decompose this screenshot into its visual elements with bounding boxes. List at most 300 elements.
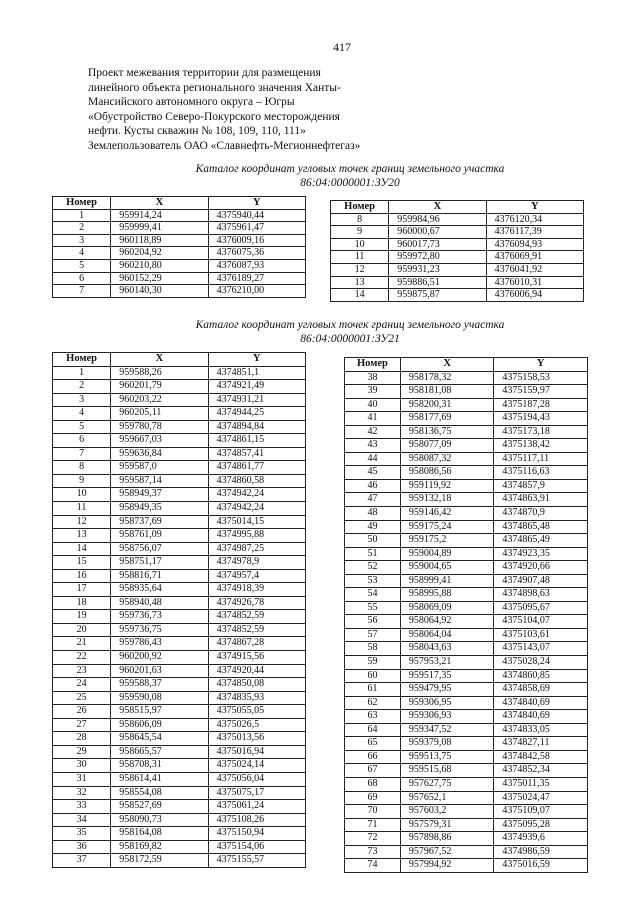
column-header: Номер — [53, 197, 111, 210]
y-coordinate-cell: 4374942,24 — [208, 502, 305, 516]
table-row — [53, 488, 306, 502]
x-coordinate-cell: 959588,26 — [111, 366, 208, 380]
point-number-cell: 53 — [345, 574, 401, 588]
x-coordinate-cell: 959513,75 — [400, 750, 494, 764]
y-coordinate-cell: 4375159,97 — [494, 385, 588, 399]
point-number-cell: 36 — [53, 840, 111, 854]
y-coordinate-cell: 4375150,94 — [208, 827, 305, 841]
point-number-cell: 7 — [53, 285, 111, 298]
table-row — [53, 596, 306, 610]
table-header-row — [331, 201, 584, 214]
y-coordinate-cell: 4374944,25 — [208, 407, 305, 421]
point-number-cell: 13 — [53, 529, 111, 543]
y-coordinate-cell: 4375117,11 — [494, 452, 588, 466]
y-coordinate-cell: 4374957,4 — [208, 569, 305, 583]
point-number-cell: 31 — [53, 772, 111, 786]
point-number-cell: 21 — [53, 637, 111, 651]
table-row — [53, 502, 306, 516]
table-row — [345, 750, 588, 764]
point-number-cell: 3 — [53, 393, 111, 407]
x-coordinate-cell: 960204,92 — [111, 247, 208, 260]
table-row — [345, 412, 588, 426]
x-coordinate-cell: 958949,35 — [111, 502, 208, 516]
point-number-cell: 68 — [345, 777, 401, 791]
x-coordinate-cell: 960140,30 — [111, 285, 208, 298]
y-coordinate-cell: 4376006,94 — [486, 289, 583, 302]
table-row — [53, 529, 306, 543]
point-number-cell: 8 — [331, 213, 389, 226]
x-coordinate-cell: 959590,08 — [111, 691, 208, 705]
point-number-cell: 14 — [53, 542, 111, 556]
x-coordinate-cell: 959175,2 — [400, 534, 494, 548]
table-row — [345, 683, 588, 697]
point-number-cell: 28 — [53, 732, 111, 746]
x-coordinate-cell: 957627,75 — [400, 777, 494, 791]
point-number-cell: 3 — [53, 234, 111, 247]
point-number-cell: 14 — [331, 289, 389, 302]
table-row — [53, 664, 306, 678]
x-coordinate-cell: 958995,88 — [400, 588, 494, 602]
table-row — [345, 601, 588, 615]
x-coordinate-cell: 957994,92 — [400, 859, 494, 873]
y-coordinate-cell: 4375173,18 — [494, 425, 588, 439]
x-coordinate-cell: 959588,37 — [111, 678, 208, 692]
y-coordinate-cell: 4375016,59 — [494, 859, 588, 873]
y-coordinate-cell: 4374852,34 — [494, 764, 588, 778]
y-coordinate-cell: 4376041,92 — [486, 263, 583, 276]
x-coordinate-cell: 959786,43 — [111, 637, 208, 651]
point-number-cell: 9 — [53, 474, 111, 488]
point-number-cell: 9 — [331, 226, 389, 239]
column-header: Номер — [331, 201, 389, 214]
table-row — [345, 723, 588, 737]
column-header: Y — [208, 353, 305, 367]
table-row — [331, 263, 584, 276]
point-number-cell: 70 — [345, 805, 401, 819]
column-header: X — [400, 358, 494, 372]
y-coordinate-cell: 4374840,69 — [494, 696, 588, 710]
point-number-cell: 61 — [345, 683, 401, 697]
point-number-cell: 67 — [345, 764, 401, 778]
y-coordinate-cell: 4376117,39 — [486, 226, 583, 239]
y-coordinate-cell: 4374995,88 — [208, 529, 305, 543]
y-coordinate-cell: 4374858,69 — [494, 683, 588, 697]
table-header-row — [53, 353, 306, 367]
table-row — [53, 420, 306, 434]
catalog1-caption — [180, 162, 520, 190]
point-number-cell: 62 — [345, 696, 401, 710]
x-coordinate-cell: 958181,08 — [400, 385, 494, 399]
y-coordinate-cell: 4374835,93 — [208, 691, 305, 705]
table-row — [345, 696, 588, 710]
table-row — [53, 259, 306, 272]
point-number-cell: 41 — [345, 412, 401, 426]
y-coordinate-cell: 4375103,61 — [494, 628, 588, 642]
table-row — [53, 827, 306, 841]
catalog1-left-table — [52, 196, 306, 298]
table-row — [345, 371, 588, 385]
y-coordinate-cell: 4374860,85 — [494, 669, 588, 683]
point-number-cell: 5 — [53, 259, 111, 272]
table-row — [53, 542, 306, 556]
x-coordinate-cell: 958665,57 — [111, 745, 208, 759]
y-coordinate-cell: 4374907,48 — [494, 574, 588, 588]
table-header-row — [53, 197, 306, 210]
table-row — [345, 574, 588, 588]
table-row — [331, 213, 584, 226]
x-coordinate-cell: 957603,2 — [400, 805, 494, 819]
point-number-cell: 48 — [345, 507, 401, 521]
y-coordinate-cell: 4374840,69 — [494, 710, 588, 724]
x-coordinate-cell: 960152,29 — [111, 272, 208, 285]
y-coordinate-cell: 4376075,36 — [208, 247, 305, 260]
point-number-cell: 6 — [53, 434, 111, 448]
x-coordinate-cell: 960210,80 — [111, 259, 208, 272]
x-coordinate-cell: 958200,31 — [400, 398, 494, 412]
table-row — [53, 678, 306, 692]
catalog1-caption-title: Каталог координат угловых точек границ земельного участка — [195, 163, 505, 175]
column-header: Y — [494, 358, 588, 372]
x-coordinate-cell: 959780,78 — [111, 420, 208, 434]
point-number-cell: 2 — [53, 222, 111, 235]
column-header: Y — [486, 201, 583, 214]
x-coordinate-cell: 957953,21 — [400, 656, 494, 670]
x-coordinate-cell: 958999,41 — [400, 574, 494, 588]
y-coordinate-cell: 4375056,04 — [208, 772, 305, 786]
table-row — [53, 393, 306, 407]
y-coordinate-cell: 4374852,59 — [208, 610, 305, 624]
y-coordinate-cell: 4375154,06 — [208, 840, 305, 854]
catalog1-right-table — [330, 200, 584, 302]
x-coordinate-cell: 959004,89 — [400, 547, 494, 561]
table-row — [53, 651, 306, 665]
y-coordinate-cell: 4374931,21 — [208, 393, 305, 407]
point-number-cell: 1 — [53, 209, 111, 222]
y-coordinate-cell: 4374986,59 — [494, 845, 588, 859]
x-coordinate-cell: 960200,92 — [111, 651, 208, 665]
point-number-cell: 63 — [345, 710, 401, 724]
y-coordinate-cell: 4376009,16 — [208, 234, 305, 247]
table-row — [345, 615, 588, 629]
table-row — [345, 425, 588, 439]
table-header-row — [345, 358, 588, 372]
y-coordinate-cell: 4375075,17 — [208, 786, 305, 800]
table-row — [53, 610, 306, 624]
point-number-cell: 45 — [345, 466, 401, 480]
y-coordinate-cell: 4375116,63 — [494, 466, 588, 480]
point-number-cell: 43 — [345, 439, 401, 453]
x-coordinate-cell: 958077,09 — [400, 439, 494, 453]
point-number-cell: 51 — [345, 547, 401, 561]
y-coordinate-cell: 4374857,9 — [494, 479, 588, 493]
table-row — [53, 556, 306, 570]
x-coordinate-cell: 959587,14 — [111, 474, 208, 488]
table-row — [53, 800, 306, 814]
x-coordinate-cell: 958935,64 — [111, 583, 208, 597]
y-coordinate-cell: 4374942,24 — [208, 488, 305, 502]
x-coordinate-cell: 958164,08 — [111, 827, 208, 841]
point-number-cell: 64 — [345, 723, 401, 737]
y-coordinate-cell: 4375158,53 — [494, 371, 588, 385]
table-row — [53, 569, 306, 583]
x-coordinate-cell: 959999,41 — [111, 222, 208, 235]
table-row — [345, 656, 588, 670]
x-coordinate-cell: 959379,08 — [400, 737, 494, 751]
y-coordinate-cell: 4376189,27 — [208, 272, 305, 285]
table-row — [53, 732, 306, 746]
table-row — [345, 493, 588, 507]
table-row — [53, 447, 306, 461]
point-number-cell: 4 — [53, 407, 111, 421]
x-coordinate-cell: 959972,80 — [389, 251, 486, 264]
table-row — [53, 247, 306, 260]
x-coordinate-cell: 959306,93 — [400, 710, 494, 724]
x-coordinate-cell: 958064,04 — [400, 628, 494, 642]
table-row — [53, 366, 306, 380]
table-row — [345, 628, 588, 642]
table-row — [53, 380, 306, 394]
header-line: линейного объекта регионального значения Ханты- — [88, 81, 341, 94]
x-coordinate-cell: 959886,51 — [389, 276, 486, 289]
table-row — [345, 466, 588, 480]
y-coordinate-cell: 4374851,1 — [208, 366, 305, 380]
column-header: X — [111, 197, 208, 210]
point-number-cell: 18 — [53, 596, 111, 610]
point-number-cell: 23 — [53, 664, 111, 678]
table-row — [53, 515, 306, 529]
table-row — [53, 637, 306, 651]
point-number-cell: 40 — [345, 398, 401, 412]
point-number-cell: 71 — [345, 818, 401, 832]
table-row — [53, 840, 306, 854]
y-coordinate-cell: 4375024,14 — [208, 759, 305, 773]
point-number-cell: 66 — [345, 750, 401, 764]
x-coordinate-cell: 959347,52 — [400, 723, 494, 737]
point-number-cell: 69 — [345, 791, 401, 805]
y-coordinate-cell: 4375055,05 — [208, 705, 305, 719]
x-coordinate-cell: 958172,59 — [111, 854, 208, 868]
x-coordinate-cell: 959587,0 — [111, 461, 208, 475]
y-coordinate-cell: 4374842,58 — [494, 750, 588, 764]
header-line: «Обустройство Северо-Покурского месторождения — [88, 110, 340, 123]
point-number-cell: 59 — [345, 656, 401, 670]
y-coordinate-cell: 4374861,77 — [208, 461, 305, 475]
header-line: нефти. Кусты скважин № 108, 109, 110, 111» — [88, 125, 306, 138]
point-number-cell: 12 — [331, 263, 389, 276]
table-row — [331, 289, 584, 302]
x-coordinate-cell: 960203,22 — [111, 393, 208, 407]
table-row — [53, 434, 306, 448]
point-number-cell: 10 — [53, 488, 111, 502]
x-coordinate-cell: 958064,92 — [400, 615, 494, 629]
point-number-cell: 32 — [53, 786, 111, 800]
column-header: Номер — [53, 353, 111, 367]
y-coordinate-cell: 4374861,15 — [208, 434, 305, 448]
y-coordinate-cell: 4374915,56 — [208, 651, 305, 665]
point-number-cell: 26 — [53, 705, 111, 719]
x-coordinate-cell: 959736,75 — [111, 623, 208, 637]
column-header: X — [111, 353, 208, 367]
table-row — [345, 669, 588, 683]
point-number-cell: 73 — [345, 845, 401, 859]
y-coordinate-cell: 4375095,28 — [494, 818, 588, 832]
y-coordinate-cell: 4376069,91 — [486, 251, 583, 264]
table-row — [345, 534, 588, 548]
x-coordinate-cell: 959175,24 — [400, 520, 494, 534]
x-coordinate-cell: 958751,17 — [111, 556, 208, 570]
catalog2-caption-title: Каталог координат угловых точек границ земельного участка — [195, 319, 505, 331]
table-row — [331, 238, 584, 251]
point-number-cell: 27 — [53, 718, 111, 732]
table-row — [53, 234, 306, 247]
x-coordinate-cell: 958606,09 — [111, 718, 208, 732]
x-coordinate-cell: 958043,63 — [400, 642, 494, 656]
x-coordinate-cell: 957579,31 — [400, 818, 494, 832]
x-coordinate-cell: 957898,86 — [400, 832, 494, 846]
point-number-cell: 39 — [345, 385, 401, 399]
table-row — [53, 583, 306, 597]
point-number-cell: 49 — [345, 520, 401, 534]
y-coordinate-cell: 4374827,11 — [494, 737, 588, 751]
y-coordinate-cell: 4375014,15 — [208, 515, 305, 529]
table-row — [345, 561, 588, 575]
y-coordinate-cell: 4375108,26 — [208, 813, 305, 827]
point-number-cell: 33 — [53, 800, 111, 814]
table-row — [345, 398, 588, 412]
y-coordinate-cell: 4375187,28 — [494, 398, 588, 412]
y-coordinate-cell: 4376094,93 — [486, 238, 583, 251]
y-coordinate-cell: 4376210,00 — [208, 285, 305, 298]
x-coordinate-cell: 960201,79 — [111, 380, 208, 394]
y-coordinate-cell: 4374852,59 — [208, 623, 305, 637]
column-header: Номер — [345, 358, 401, 372]
point-number-cell: 38 — [345, 371, 401, 385]
point-number-cell: 35 — [53, 827, 111, 841]
table-row — [345, 547, 588, 561]
point-number-cell: 47 — [345, 493, 401, 507]
x-coordinate-cell: 957967,52 — [400, 845, 494, 859]
y-coordinate-cell: 4374898,63 — [494, 588, 588, 602]
y-coordinate-cell: 4374978,9 — [208, 556, 305, 570]
x-coordinate-cell: 958737,69 — [111, 515, 208, 529]
table-row — [345, 452, 588, 466]
table-row — [53, 718, 306, 732]
x-coordinate-cell: 958527,69 — [111, 800, 208, 814]
point-number-cell: 7 — [53, 447, 111, 461]
point-number-cell: 20 — [53, 623, 111, 637]
y-coordinate-cell: 4374920,66 — [494, 561, 588, 575]
point-number-cell: 52 — [345, 561, 401, 575]
point-number-cell: 16 — [53, 569, 111, 583]
catalog2-caption-parcel: 86:04:0000001:ЗУ21 — [300, 333, 400, 345]
page-number: 417 — [333, 40, 351, 54]
table-row — [53, 705, 306, 719]
x-coordinate-cell: 958069,09 — [400, 601, 494, 615]
table-row — [53, 745, 306, 759]
point-number-cell: 34 — [53, 813, 111, 827]
point-number-cell: 55 — [345, 601, 401, 615]
table-row — [53, 623, 306, 637]
point-number-cell: 37 — [53, 854, 111, 868]
x-coordinate-cell: 959875,87 — [389, 289, 486, 302]
y-coordinate-cell: 4375104,07 — [494, 615, 588, 629]
y-coordinate-cell: 4376087,93 — [208, 259, 305, 272]
x-coordinate-cell: 958614,41 — [111, 772, 208, 786]
y-coordinate-cell: 4376120,34 — [486, 213, 583, 226]
table-row — [53, 759, 306, 773]
y-coordinate-cell: 4374857,41 — [208, 447, 305, 461]
y-coordinate-cell: 4374860,58 — [208, 474, 305, 488]
y-coordinate-cell: 4375016,94 — [208, 745, 305, 759]
table-row — [345, 507, 588, 521]
y-coordinate-cell: 4375013,56 — [208, 732, 305, 746]
point-number-cell: 65 — [345, 737, 401, 751]
table-row — [345, 791, 588, 805]
table-row — [53, 474, 306, 488]
y-coordinate-cell: 4374863,91 — [494, 493, 588, 507]
table-row — [345, 737, 588, 751]
y-coordinate-cell: 4375061,24 — [208, 800, 305, 814]
x-coordinate-cell: 958940,48 — [111, 596, 208, 610]
point-number-cell: 12 — [53, 515, 111, 529]
y-coordinate-cell: 4374833,05 — [494, 723, 588, 737]
point-number-cell: 25 — [53, 691, 111, 705]
x-coordinate-cell: 960201,63 — [111, 664, 208, 678]
point-number-cell: 8 — [53, 461, 111, 475]
header-line: Проект межевания территории для размещения — [88, 67, 321, 79]
table-row — [331, 276, 584, 289]
x-coordinate-cell: 959479,95 — [400, 683, 494, 697]
point-number-cell: 58 — [345, 642, 401, 656]
y-coordinate-cell: 4374850,08 — [208, 678, 305, 692]
y-coordinate-cell: 4374987,25 — [208, 542, 305, 556]
y-coordinate-cell: 4375961,47 — [208, 222, 305, 235]
point-number-cell: 2 — [53, 380, 111, 394]
y-coordinate-cell: 4375940,44 — [208, 209, 305, 222]
x-coordinate-cell: 960000,67 — [389, 226, 486, 239]
x-coordinate-cell: 958178,32 — [400, 371, 494, 385]
x-coordinate-cell: 959515,68 — [400, 764, 494, 778]
point-number-cell: 11 — [53, 502, 111, 516]
y-coordinate-cell: 4375028,24 — [494, 656, 588, 670]
table-row — [53, 272, 306, 285]
table-row — [53, 691, 306, 705]
y-coordinate-cell: 4374870,9 — [494, 507, 588, 521]
point-number-cell: 22 — [53, 651, 111, 665]
table-row — [53, 813, 306, 827]
y-coordinate-cell: 4375024,47 — [494, 791, 588, 805]
y-coordinate-cell: 4374939,6 — [494, 832, 588, 846]
table-row — [345, 520, 588, 534]
table-row — [53, 222, 306, 235]
y-coordinate-cell: 4374923,35 — [494, 547, 588, 561]
point-number-cell: 30 — [53, 759, 111, 773]
table-row — [53, 407, 306, 421]
x-coordinate-cell: 957652,1 — [400, 791, 494, 805]
table-row — [53, 285, 306, 298]
point-number-cell: 13 — [331, 276, 389, 289]
point-number-cell: 74 — [345, 859, 401, 873]
x-coordinate-cell: 959517,35 — [400, 669, 494, 683]
catalog2-left-table — [52, 352, 306, 868]
y-coordinate-cell: 4374865,49 — [494, 534, 588, 548]
point-number-cell: 15 — [53, 556, 111, 570]
x-coordinate-cell: 958761,09 — [111, 529, 208, 543]
x-coordinate-cell: 959004,65 — [400, 561, 494, 575]
x-coordinate-cell: 958515,97 — [111, 705, 208, 719]
table-row — [345, 588, 588, 602]
x-coordinate-cell: 958554,08 — [111, 786, 208, 800]
